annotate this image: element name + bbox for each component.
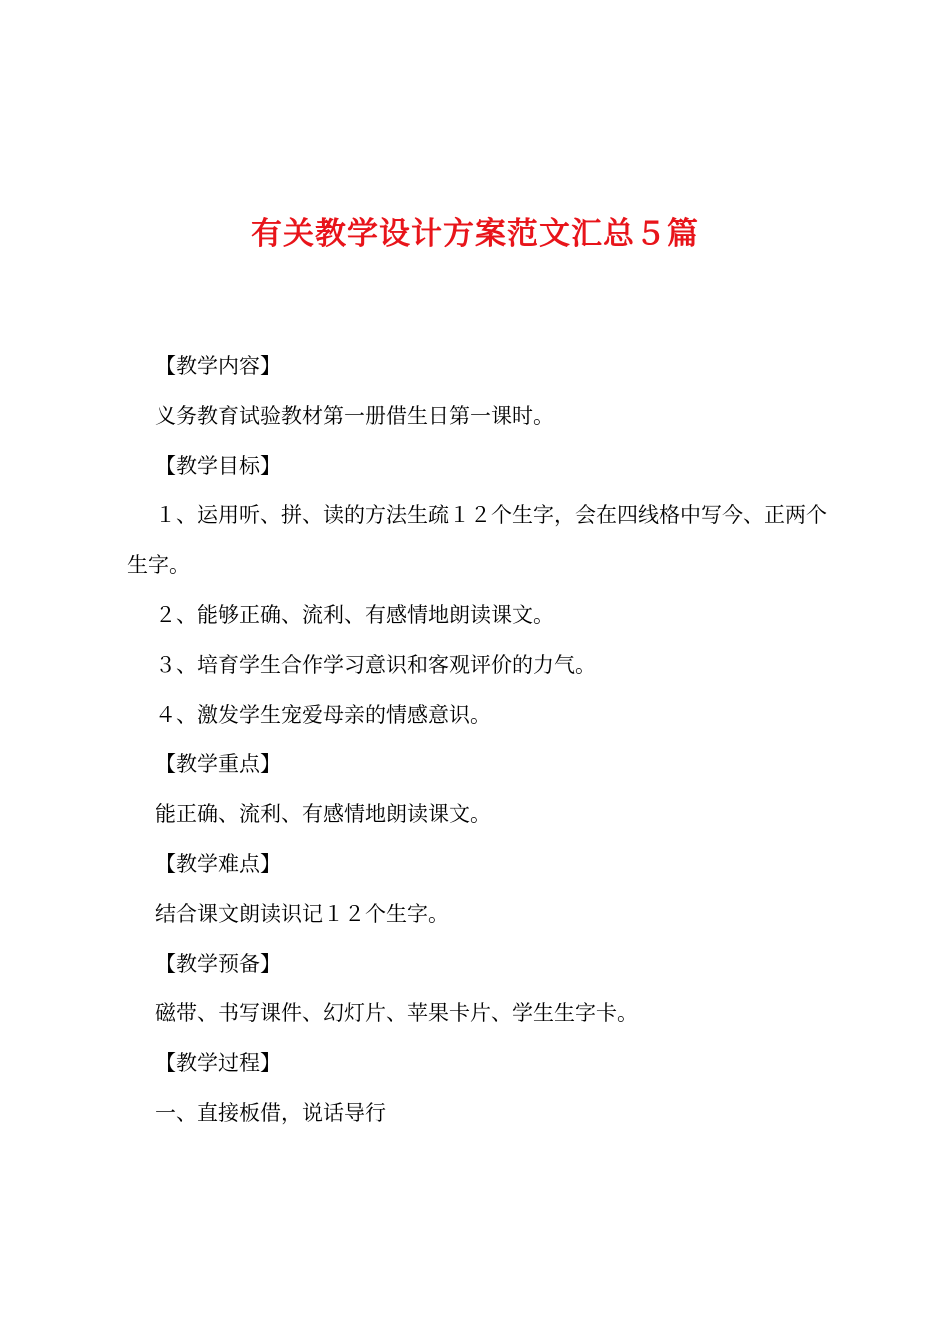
paragraph-process-step-1: 一、直接板借，说话导行 bbox=[155, 1100, 386, 1125]
paragraph-preparation: 磁带、书写课件、幻灯片、苹果卡片、学生生字卡。 bbox=[155, 1001, 638, 1026]
paragraph-difficulties: 结合课文朗读识记１２个生字。 bbox=[155, 901, 449, 926]
paragraph-key-points: 能正确、流利、有感情地朗读课文。 bbox=[155, 802, 491, 827]
section-heading-goals: 【教学目标】 bbox=[155, 453, 281, 478]
goal-item-2: ２、能够正确、流利、有感情地朗读课文。 bbox=[155, 602, 554, 627]
section-heading-key-points: 【教学重点】 bbox=[155, 752, 281, 777]
goal-item-3: ３、培育学生合作学习意识和客观评价的力气。 bbox=[155, 652, 596, 677]
goal-item-4: ４、激发学生宠爱母亲的情感意识。 bbox=[155, 702, 491, 727]
document-title: 有关教学设计方案范文汇总５篇 bbox=[251, 216, 699, 252]
section-heading-preparation: 【教学预备】 bbox=[155, 951, 281, 976]
goal-item-1: １、运用听、拼、读的方法生疏１２个生字，会在四线格中写今、正两个生字。 bbox=[127, 503, 827, 578]
paragraph-content: 义务教育试验教材第一册借生日第一课时。 bbox=[155, 403, 554, 428]
document-body bbox=[127, 342, 837, 1139]
section-heading-difficulties: 【教学难点】 bbox=[155, 851, 281, 876]
section-heading-process: 【教学过程】 bbox=[155, 1051, 281, 1076]
section-heading-content: 【教学内容】 bbox=[155, 354, 281, 378]
